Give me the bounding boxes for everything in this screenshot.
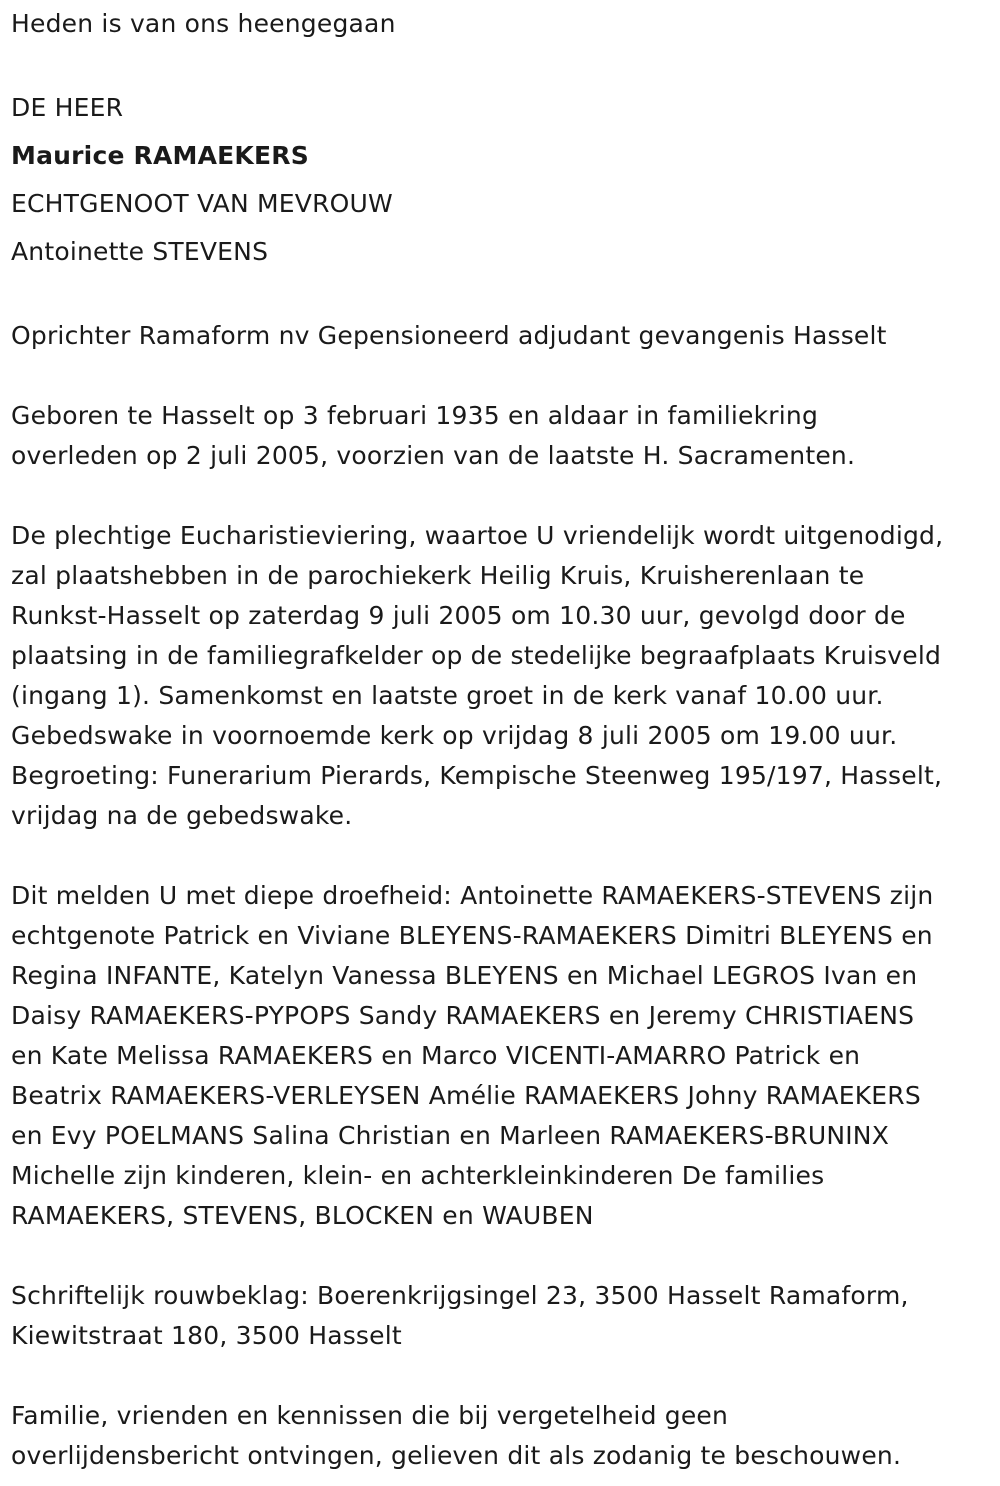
text-line: Michelle zijn kinderen, klein- en achterkleinkinderen De families bbox=[11, 1161, 825, 1190]
spouse-name: Antoinette STEVENS bbox=[11, 237, 269, 266]
deceased-name: Maurice RAMAEKERS bbox=[11, 141, 309, 170]
text-line: RAMAEKERS, STEVENS, BLOCKEN en WAUBEN bbox=[11, 1201, 594, 1230]
closing-paragraph bbox=[11, 1396, 991, 1476]
text-line: overlijdensbericht ontvingen, gelieven dit als zodanig te beschouwen. bbox=[11, 1441, 902, 1470]
text-line: Daisy RAMAEKERS-PYPOPS Sandy RAMAEKERS en Jeremy CHRISTIAENS bbox=[11, 1001, 915, 1030]
text-line: Regina INFANTE, Katelyn Vanessa BLEYENS en Michael LEGROS Ivan en bbox=[11, 961, 918, 990]
spouse-prefix: ECHTGENOOT VAN MEVROUW bbox=[11, 189, 393, 218]
condolence-address-paragraph bbox=[11, 1276, 991, 1356]
title-prefix: DE HEER bbox=[11, 93, 124, 122]
text-line: Beatrix RAMAEKERS-VERLEYSEN Amélie RAMAEKERS Johny RAMAEKERS bbox=[11, 1081, 921, 1110]
text-line: Geboren te Hasselt op 3 februari 1935 en aldaar in familiekring bbox=[11, 401, 819, 430]
birth-death-paragraph bbox=[11, 396, 991, 476]
death-notice bbox=[11, 4, 991, 1476]
text-line: (ingang 1). Samenkomst en laatste groet in de kerk vanaf 10.00 uur. bbox=[11, 681, 884, 710]
text-line: De plechtige Eucharistieviering, waartoe U vriendelijk wordt uitgenodigd, bbox=[11, 521, 944, 550]
text-line: en Evy POELMANS Salina Christian en Marleen RAMAEKERS-BRUNINX bbox=[11, 1121, 890, 1150]
text-line: Schriftelijk rouwbeklag: Boerenkrijgsingel 23, 3500 Hasselt Ramaform, bbox=[11, 1281, 909, 1310]
text-line: en Kate Melissa RAMAEKERS en Marco VICENTI-AMARRO Patrick en bbox=[11, 1041, 861, 1070]
text-line: Gebedswake in voornoemde kerk op vrijdag 8 juli 2005 om 19.00 uur. bbox=[11, 721, 898, 750]
text-line: Runkst-Hasselt op zaterdag 9 juli 2005 om 10.30 uur, gevolgd door de bbox=[11, 601, 906, 630]
text-line: vrijdag na de gebedswake. bbox=[11, 801, 353, 830]
ceremony-paragraph bbox=[11, 516, 991, 836]
text-line: Dit melden U met diepe droefheid: Antoinette RAMAEKERS-STEVENS zijn bbox=[11, 881, 934, 910]
text-line: Familie, vrienden en kennissen die bij vergetelheid geen bbox=[11, 1401, 729, 1430]
text-line: Begroeting: Funerarium Pierards, Kempische Steenweg 195/197, Hasselt, bbox=[11, 761, 943, 790]
family-paragraph bbox=[11, 876, 991, 1236]
text-line: Kiewitstraat 180, 3500 Hasselt bbox=[11, 1321, 402, 1350]
text-line: echtgenote Patrick en Viviane BLEYENS-RAMAEKERS Dimitri BLEYENS en bbox=[11, 921, 933, 950]
occupation: Oprichter Ramaform nv Gepensioneerd adjudant gevangenis Hasselt bbox=[11, 321, 887, 350]
text-line: zal plaatshebben in de parochiekerk Heilig Kruis, Kruisherenlaan te bbox=[11, 561, 865, 590]
text-line: plaatsing in de familiegrafkelder op de stedelijke begraafplaats Kruisveld bbox=[11, 641, 942, 670]
intro-line: Heden is van ons heengegaan bbox=[11, 9, 396, 38]
text-line: overleden op 2 juli 2005, voorzien van de laatste H. Sacramenten. bbox=[11, 441, 856, 470]
